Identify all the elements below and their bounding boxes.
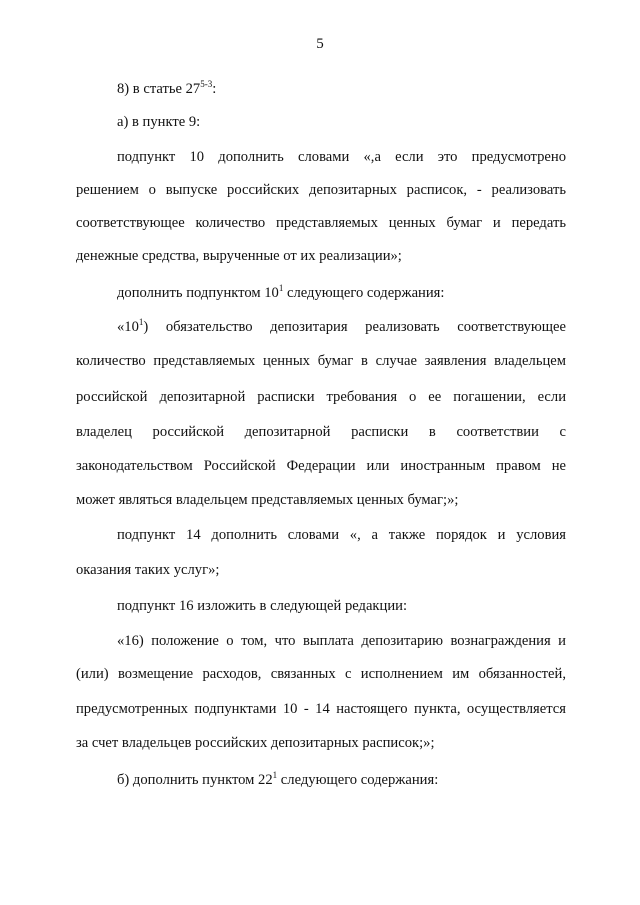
text-line: российской депозитарной расписки требования о ее погашении, если (76, 389, 566, 405)
text-line: дополнить подпунктом $10^1$ следующего содержания: (117, 283, 445, 301)
text-line: предусмотренных подпунктами 10 - 14 настоящего пункта, осуществляется (76, 701, 566, 717)
text-line: подпункт 10 дополнить словами «,а если это предусмотрено (117, 149, 566, 165)
text-line: (или) возмещение расходов, связанных с исполнением им обязанностей, (76, 666, 566, 682)
text-line: может являться владельцем представляемых ценных бумаг;»; (76, 492, 459, 508)
text-line: подпункт 16 изложить в следующей редакции: (117, 598, 408, 614)
subsection-a-heading: а) в пункте 9: (117, 114, 201, 130)
text-line: подпункт 14 дополнить словами «, а также порядок и условия (117, 527, 566, 543)
text-line: решением о выпуске российских депозитарных расписок, - реализовать (76, 182, 566, 198)
text-line: оказания таких услуг»; (76, 562, 220, 578)
text-line: владелец российской депозитарной расписки в соответствии с (76, 424, 566, 440)
text-line: законодательством Российской Федерации или иностранным правом не (76, 458, 566, 474)
subsection-b-heading: б) дополнить пунктом $22^1$ следующего содержания: (117, 770, 439, 788)
article-heading: 8) в статье 27$^{5-3}$: (117, 79, 217, 97)
text-line: денежные средства, вырученные от их реализации»; (76, 248, 402, 264)
text-line: за счет владельцев российских депозитарных расписок;»; (76, 735, 435, 751)
text-line: соответствующее количество представляемых ценных бумаг и передать (76, 215, 566, 231)
text-line: «16) положение о том, что выплата депозитарию вознаграждения и (117, 633, 566, 649)
text-line: «$10^1$) обязательство депозитария реализовать соответствующее (117, 317, 566, 335)
text-line: количество представляемых ценных бумаг в случае заявления владельцем (76, 353, 566, 369)
page-number: 5 (316, 36, 324, 52)
